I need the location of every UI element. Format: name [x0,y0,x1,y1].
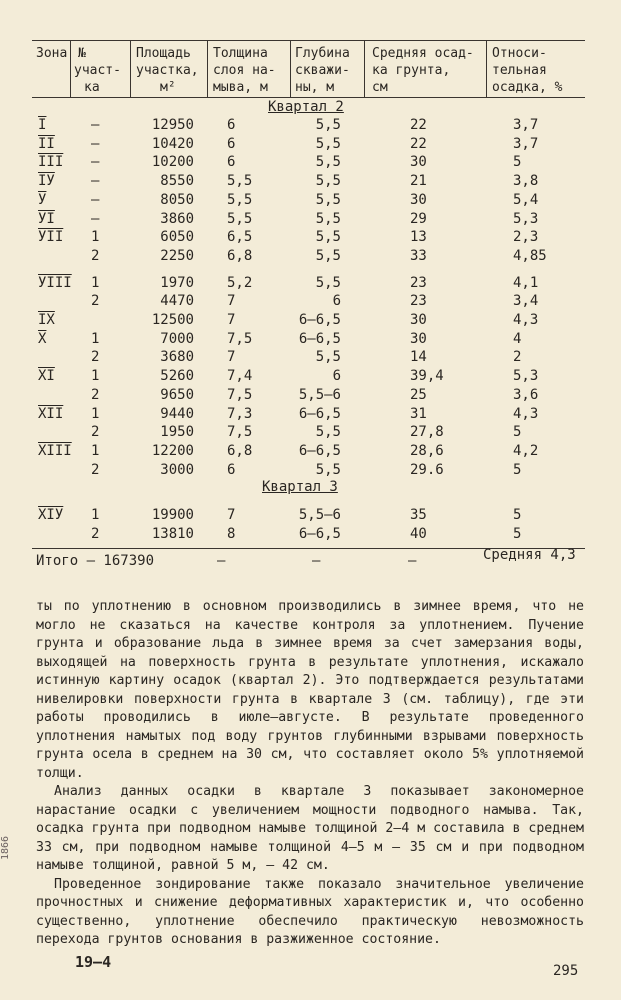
cell-plot: 2 [91,293,100,310]
header-thickness-line2: слоя на- [213,63,276,78]
cell-depth: 6 [332,293,341,310]
cell-plot: 1 [91,507,100,523]
total-dash: – [312,553,321,569]
cell-thick: 7,5 [227,330,253,347]
total-dash: – [408,553,417,569]
cell-thick: 5,2 [227,274,253,291]
cell-zone: УI [38,210,55,227]
paragraph: ты по уплотнению в основном производились в зимнее время, что не могло не сказаться на качестве контроля за уплотнением. Пучение грунта и образование льда в зимнее время за счет замерзания воды, выходящей на поверхность грунта в результате уплотнения, искажало истинную картину осадок (квартал 2). Это подтверждается результатами нивелировки поверхности грунта в квартале 3 (см. таблицу), где эти работы проводились в июле–августе. В результате проведенного уплотнения намытых под воду грунтов глубинными взрывами поверхность грунта осела в среднем на 30 см, что составляет около 5% уплотняемой толщи. [36,599,584,781]
cell-plot: 1 [91,405,100,422]
cell-settle: 27,8 [410,424,444,441]
header-thickness-line3: мыва, м [213,80,268,95]
header-relative-line3: осадка, % [492,80,563,95]
header-depth-line1: Глубина [295,46,350,61]
cell-settle: 40 [410,526,427,542]
cell-area: 12950 [151,117,194,133]
cell-area: 12500 [151,312,194,328]
cell-settle: 29 [410,210,427,227]
cell-thick: 6 [227,461,236,478]
table-header-rule [32,97,585,98]
cell-depth: 5,5 [315,154,341,171]
cell-depth: 6–6,5 [298,330,341,347]
cell-area: 3680 [160,349,194,366]
cell-plot: 2 [91,461,100,478]
paragraph: Проведенное зондирование также показало значительное увеличение прочностных и снижение деформативных характеристик и, что особенно существенно, уплотнение обеспечило практическую невозможность перехода грунтов основания в разжиженное состояние. [36,876,584,947]
cell-plot: – [91,191,100,208]
cell-thick: 7,4 [227,368,253,385]
cell-thick: 6,8 [227,247,253,264]
cell-thick: 7,5 [227,424,253,441]
cell-thick: 8 [227,526,236,542]
cell-settle: 30 [410,191,427,208]
signature-mark: 19–4 [75,953,112,971]
cell-rel: 5,4 [513,191,539,208]
cell-zone: $\overline{XI}$ [38,368,55,385]
cell-depth: 6–6,5 [298,442,341,459]
cell-settle: 13 [410,229,427,246]
cell-plot: 2 [91,424,100,441]
cell-depth: 5,5 [315,191,341,208]
cell-settle: 14 [410,349,427,366]
cell-thick: 6,8 [227,442,253,459]
cell-plot: – [91,154,100,171]
cell-settle: 30 [410,154,427,171]
cell-depth: 5,5 [315,461,341,478]
cell-thick: 6,5 [227,229,253,246]
header-plot-line1: № [78,46,86,61]
cell-depth: 5,5 [315,424,341,441]
cell-thick: 6 [227,154,236,171]
cell-settle: 35 [410,507,427,523]
cell-settle: 31 [410,405,427,422]
col-divider [364,40,365,97]
page-number: 295 [553,963,579,979]
cell-depth: 6 [332,368,341,385]
cell-depth: 5,5 [315,173,341,190]
total-dash: – [217,553,226,569]
header-zone: Зона [36,46,68,61]
cell-area: 9650 [160,386,194,403]
cell-rel: 2,3 [513,229,539,246]
cell-settle: 22 [410,117,427,133]
header-area-line1: Площадь [136,46,191,61]
cell-rel: 5,3 [513,368,539,385]
col-divider [290,40,291,97]
cell-settle: 39,4 [410,368,444,385]
cell-zone: $\overline{III}$ [38,154,64,171]
cell-depth: 6–6,5 [298,312,341,328]
header-settlement-line3: см [372,80,388,95]
cell-rel: 5 [513,507,522,523]
cell-zone: $\overline{XII}$ [38,405,64,422]
cell-area: 19900 [151,507,194,523]
cell-area: 8050 [160,191,194,208]
cell-zone: $\overline{X}$ [38,330,47,347]
cell-depth: 5,5 [315,210,341,227]
cell-depth: 5,5 [315,229,341,246]
header-plot-line2: участ- [74,63,121,78]
col-divider [70,40,71,97]
cell-thick: 6 [227,117,236,133]
cell-thick: 7 [227,293,236,310]
cell-zone: XIII [38,442,72,459]
cell-rel: 3,6 [513,386,539,403]
cell-plot: 1 [91,368,100,385]
cell-zone: XIУ [38,507,64,523]
cell-zone: УIII [38,274,72,291]
paragraph: Анализ данных осадки в квартале 3 показывает закономерное нарастание осадки с увеличением мощности подводного намыва. Так, осадка грунта при подводном намыве толщиной 2–4 м составила в среднем 33 см, при подводном намыве толщиной 4–5 м – 35 см и при подводном намыве толщиной, равной 5 м, – 42 см. [36,784,584,873]
section-title-quarter-3: Квартал 3 [262,479,338,495]
cell-zone: УII [38,229,64,246]
cell-area: 10200 [151,154,194,171]
header-depth-line2: скважи- [295,63,350,78]
cell-plot: 1 [91,229,100,246]
cell-settle: 21 [410,173,427,190]
header-settlement-line1: Средняя осад- [372,46,474,61]
cell-plot: 1 [91,274,100,291]
cell-thick: 5,5 [227,210,253,227]
cell-rel: 3,7 [513,117,539,133]
cell-depth: 5,5 [315,117,341,133]
cell-zone: У [38,191,47,208]
cell-zone: $\overline{I}$ [38,117,47,133]
cell-rel: 2 [513,349,522,366]
cell-settle: 30 [410,330,427,347]
cell-rel: 4 [513,330,522,347]
cell-zone: $\overline{IX}$ [38,312,55,328]
col-divider [207,40,208,97]
cell-depth: 6–6,5 [298,405,341,422]
cell-plot: – [91,117,100,133]
cell-thick: 7,3 [227,405,253,422]
cell-settle: 33 [410,247,427,264]
cell-area: 12200 [151,442,194,459]
cell-plot: 1 [91,330,100,347]
cell-depth: 5,5–6 [298,386,341,403]
cell-plot: 1 [91,442,100,459]
cell-area: 6050 [160,229,194,246]
cell-rel: 4,3 [513,405,539,422]
cell-thick: 7,5 [227,386,253,403]
cell-area: 3000 [160,461,194,478]
cell-area: 3860 [160,210,194,227]
header-depth-line3: ны, м [295,80,335,95]
cell-depth: 5,5–6 [298,507,341,523]
cell-settle: 30 [410,312,427,328]
cell-depth: 5,5 [315,135,341,152]
cell-area: 4470 [160,293,194,310]
header-relative-line2: тельная [492,63,547,78]
cell-settle: 25 [410,386,427,403]
cell-area: 9440 [160,405,194,422]
total-average: Средняя 4,3 [483,547,576,563]
cell-rel: 5 [513,154,522,171]
header-area-line2: участка, [136,63,199,78]
cell-rel: 3,4 [513,293,539,310]
cell-area: 2250 [160,247,194,264]
cell-rel: 4,1 [513,274,539,291]
header-relative-line1: Относи- [492,46,547,61]
cell-rel: 4,3 [513,312,539,328]
header-area-line3: м² [160,80,176,95]
cell-rel: 4,2 [513,442,539,459]
cell-rel: 5 [513,526,522,542]
cell-settle: 28,6 [410,442,444,459]
cell-area: 5260 [160,368,194,385]
side-mark: 1866 [0,835,11,860]
col-divider [130,40,131,97]
cell-zone: IУ [38,173,55,190]
body-text [36,598,584,950]
cell-rel: 5 [513,461,522,478]
cell-settle: 22 [410,135,427,152]
cell-plot: – [91,135,100,152]
cell-area: 13810 [151,526,194,542]
cell-plot: 2 [91,349,100,366]
cell-area: 1950 [160,424,194,441]
cell-plot: 2 [91,386,100,403]
header-settlement-line2: ка грунта, [372,63,451,78]
cell-thick: 5,5 [227,191,253,208]
cell-area: 1970 [160,274,194,291]
table-top-rule [32,40,585,41]
header-plot-line3: ка [84,80,100,95]
header-thickness-line1: Толщина [213,46,268,61]
cell-rel: 5,3 [513,210,539,227]
cell-settle: 29.6 [410,461,444,478]
cell-settle: 23 [410,274,427,291]
cell-thick: 5,5 [227,173,253,190]
cell-depth: 6–6,5 [298,526,341,542]
total-label: Итого – 167390 [36,553,155,569]
cell-area: 10420 [151,135,194,152]
cell-plot: – [91,210,100,227]
cell-rel: 3,7 [513,135,539,152]
col-divider [486,40,487,97]
cell-zone: $\overline{II}$ [38,135,55,152]
cell-plot: 2 [91,247,100,264]
cell-rel: 5 [513,424,522,441]
cell-plot: 2 [91,526,100,542]
cell-thick: 7 [227,349,236,366]
cell-thick: 7 [227,507,236,523]
cell-depth: 5,5 [315,274,341,291]
cell-settle: 23 [410,293,427,310]
cell-area: 7000 [160,330,194,347]
section-title-quarter-2: Квартал 2 [268,99,344,115]
cell-rel: 4,85 [513,247,547,264]
cell-thick: 7 [227,312,236,328]
cell-thick: 6 [227,135,236,152]
cell-depth: 5,5 [315,349,341,366]
cell-area: 8550 [160,173,194,190]
cell-plot: – [91,173,100,190]
cell-depth: 5,5 [315,247,341,264]
cell-rel: 3,8 [513,173,539,190]
